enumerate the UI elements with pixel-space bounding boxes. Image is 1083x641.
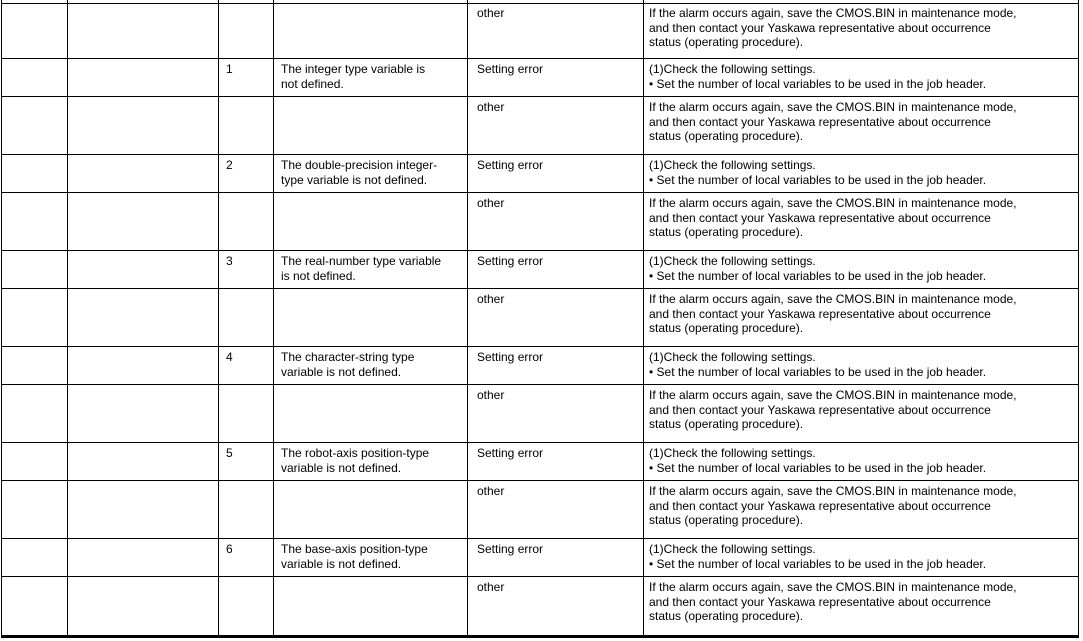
table-row: [2, 3, 1079, 59]
cell-meaning-text: The double-precision integer-: [281, 158, 438, 172]
cell-spacer-a: [2, 97, 68, 155]
table-row: [2, 385, 1079, 443]
cell-remedy: [644, 251, 1079, 289]
cell-remedy-text: • Set the number of local variables to be used in the job header.: [649, 172, 987, 187]
cell-meaning: [274, 443, 468, 481]
cell-cause: [468, 385, 644, 443]
cell-cause-text: other: [477, 580, 505, 594]
cell-remedy-text: and then contact your Yaskawa representative about occurrence: [649, 402, 991, 417]
cell-remedy-text: If the alarm occurs again, save the CMOS.BIN in maintenance mode,: [649, 484, 1017, 498]
cell-meaning: [274, 97, 468, 155]
cell-meaning-text: not defined.: [281, 76, 344, 91]
table-row: [2, 59, 1079, 97]
cell-spacer-b: [68, 3, 219, 59]
cell-meaning: [274, 481, 468, 539]
cell-remedy-text: status (operating procedure).: [649, 35, 804, 50]
cell-cause-text: Setting error: [477, 254, 544, 268]
cell-spacer-b: [68, 443, 219, 481]
cell-remedy: [644, 3, 1079, 59]
cell-remedy-text: (1)Check the following settings.: [649, 446, 816, 460]
cell-remedy-text: and then contact your Yaskawa representative about occurrence: [649, 306, 991, 321]
cell-cause-text: Setting error: [477, 62, 544, 76]
cell-remedy: [644, 193, 1079, 251]
cell-meaning-text: variable is not defined.: [281, 364, 402, 379]
cell-remedy: [644, 155, 1079, 193]
cell-cause: [468, 481, 644, 539]
cell-subcode-text: 5: [226, 446, 233, 460]
cell-meaning: [274, 3, 468, 59]
cell-spacer-b: [68, 59, 219, 97]
cell-meaning-text: The real-number type variable: [281, 254, 442, 268]
cell-remedy: [644, 59, 1079, 97]
cell-cause: [468, 3, 644, 59]
cell-meaning-text: The integer type variable is: [281, 62, 426, 76]
table-row: [2, 155, 1079, 193]
cell-cause-text: Setting error: [477, 350, 544, 364]
cell-remedy-text: status (operating procedure).: [649, 609, 804, 624]
cell-spacer-b: [68, 289, 219, 347]
cell-subcode: [219, 481, 274, 539]
cell-remedy-text: status (operating procedure).: [649, 225, 804, 240]
cell-cause: [468, 155, 644, 193]
cell-subcode: [219, 193, 274, 251]
cell-meaning: [274, 539, 468, 577]
cell-meaning-text: The character-string type: [281, 350, 415, 364]
cell-spacer-a: [2, 155, 68, 193]
cell-subcode-text: 3: [226, 254, 233, 268]
cell-spacer-a: [2, 193, 68, 251]
cell-cause-text: Setting error: [477, 446, 544, 460]
cell-remedy-text: and then contact your Yaskawa representative about occurrence: [649, 594, 991, 609]
cell-remedy-text: (1)Check the following settings.: [649, 254, 816, 268]
cell-remedy-text: • Set the number of local variables to be used in the job header.: [649, 364, 987, 379]
cell-meaning: [274, 59, 468, 97]
cell-remedy-text: If the alarm occurs again, save the CMOS.BIN in maintenance mode,: [649, 388, 1017, 402]
cell-spacer-a: [2, 251, 68, 289]
cell-spacer-a: [2, 289, 68, 347]
table-row: [2, 347, 1079, 385]
cell-cause-text: other: [477, 484, 505, 498]
cell-remedy-text: If the alarm occurs again, save the CMOS.BIN in maintenance mode,: [649, 196, 1017, 210]
cell-remedy-text: status (operating procedure).: [649, 417, 804, 432]
table-row: [2, 577, 1079, 635]
cell-cause-text: other: [477, 100, 505, 114]
cell-cause: [468, 443, 644, 481]
cell-remedy-text: (1)Check the following settings.: [649, 158, 816, 172]
cell-cause-text: other: [477, 196, 505, 210]
cell-meaning: [274, 193, 468, 251]
cell-spacer-b: [68, 155, 219, 193]
cell-meaning: [274, 385, 468, 443]
cell-subcode: [219, 289, 274, 347]
cell-remedy-text: (1)Check the following settings.: [649, 542, 816, 556]
cell-remedy: [644, 539, 1079, 577]
table-row: [2, 251, 1079, 289]
cell-spacer-a: [2, 59, 68, 97]
cell-remedy: [644, 443, 1079, 481]
cell-subcode-text: 6: [226, 542, 233, 556]
cell-remedy-text: status (operating procedure).: [649, 321, 804, 336]
cell-remedy-text: • Set the number of local variables to be used in the job header.: [649, 556, 987, 571]
cell-subcode: [219, 3, 274, 59]
cell-spacer-b: [68, 97, 219, 155]
cell-remedy-text: and then contact your Yaskawa representative about occurrence: [649, 20, 991, 35]
cell-remedy: [644, 385, 1079, 443]
cell-remedy: [644, 347, 1079, 385]
table-row: [2, 539, 1079, 577]
cell-cause: [468, 193, 644, 251]
cell-cause: [468, 97, 644, 155]
cell-cause-text: other: [477, 6, 505, 20]
cell-cause-text: Setting error: [477, 542, 544, 556]
cell-spacer-b: [68, 347, 219, 385]
cell-remedy-text: and then contact your Yaskawa representative about occurrence: [649, 114, 991, 129]
cell-spacer-b: [68, 251, 219, 289]
table-row: [2, 289, 1079, 347]
cell-remedy-text: and then contact your Yaskawa representative about occurrence: [649, 498, 991, 513]
cell-cause: [468, 539, 644, 577]
table-row: [2, 481, 1079, 539]
cell-cause: [468, 347, 644, 385]
cell-remedy-text: If the alarm occurs again, save the CMOS.BIN in maintenance mode,: [649, 100, 1017, 114]
cell-meaning-text: is not defined.: [281, 268, 356, 283]
cell-subcode: [219, 59, 274, 97]
cell-meaning-text: The robot-axis position-type: [281, 446, 430, 460]
cell-remedy-text: If the alarm occurs again, save the CMOS.BIN in maintenance mode,: [649, 6, 1017, 20]
cell-spacer-b: [68, 577, 219, 635]
cell-subcode-text: 4: [226, 350, 233, 364]
cell-subcode-text: 2: [226, 158, 233, 172]
cell-meaning: [274, 251, 468, 289]
cell-spacer-a: [2, 443, 68, 481]
cell-spacer-b: [68, 193, 219, 251]
cell-subcode: [219, 155, 274, 193]
cell-remedy-text: If the alarm occurs again, save the CMOS.BIN in maintenance mode,: [649, 580, 1017, 594]
cell-spacer-a: [2, 385, 68, 443]
cell-cause: [468, 289, 644, 347]
cell-spacer-a: [2, 347, 68, 385]
cell-meaning: [274, 289, 468, 347]
cell-remedy-text: (1)Check the following settings.: [649, 62, 816, 76]
cell-remedy-text: status (operating procedure).: [649, 129, 804, 144]
cell-subcode-text: 1: [226, 62, 233, 76]
cell-spacer-a: [2, 481, 68, 539]
cell-meaning: [274, 577, 468, 635]
cell-cause: [468, 577, 644, 635]
cell-spacer-a: [2, 3, 68, 59]
cell-subcode: [219, 97, 274, 155]
cell-spacer-b: [68, 539, 219, 577]
cell-subcode: [219, 251, 274, 289]
table-row: [2, 97, 1079, 155]
table-row: [2, 443, 1079, 481]
cell-remedy-text: status (operating procedure).: [649, 513, 804, 528]
cell-remedy: [644, 481, 1079, 539]
cell-meaning-text: The base-axis position-type: [281, 542, 428, 556]
cell-remedy-text: • Set the number of local variables to be used in the job header.: [649, 268, 987, 283]
cell-remedy: [644, 577, 1079, 635]
cell-spacer-a: [2, 577, 68, 635]
cell-remedy-text: If the alarm occurs again, save the CMOS.BIN in maintenance mode,: [649, 292, 1017, 306]
alarm-table: [1, 0, 1079, 638]
cell-spacer-b: [68, 385, 219, 443]
cell-subcode: [219, 347, 274, 385]
cell-cause-text: other: [477, 388, 505, 402]
cell-spacer-a: [2, 539, 68, 577]
cell-remedy: [644, 289, 1079, 347]
cell-cause-text: Setting error: [477, 158, 544, 172]
cell-spacer-b: [68, 481, 219, 539]
cell-meaning-text: type variable is not defined.: [281, 172, 428, 187]
cell-subcode: [219, 577, 274, 635]
cell-remedy: [644, 97, 1079, 155]
cell-subcode: [219, 385, 274, 443]
cell-meaning-text: variable is not defined.: [281, 556, 402, 571]
cell-subcode: [219, 443, 274, 481]
cell-meaning: [274, 347, 468, 385]
cell-cause: [468, 59, 644, 97]
cell-meaning: [274, 155, 468, 193]
cell-remedy-text: (1)Check the following settings.: [649, 350, 816, 364]
cell-remedy-text: • Set the number of local variables to be used in the job header.: [649, 460, 987, 475]
cell-remedy-text: and then contact your Yaskawa representative about occurrence: [649, 210, 991, 225]
cell-subcode: [219, 539, 274, 577]
cell-meaning-text: variable is not defined.: [281, 460, 402, 475]
cell-cause: [468, 251, 644, 289]
cell-cause-text: other: [477, 292, 505, 306]
table-row: [2, 193, 1079, 251]
cell-remedy-text: • Set the number of local variables to be used in the job header.: [649, 76, 987, 91]
